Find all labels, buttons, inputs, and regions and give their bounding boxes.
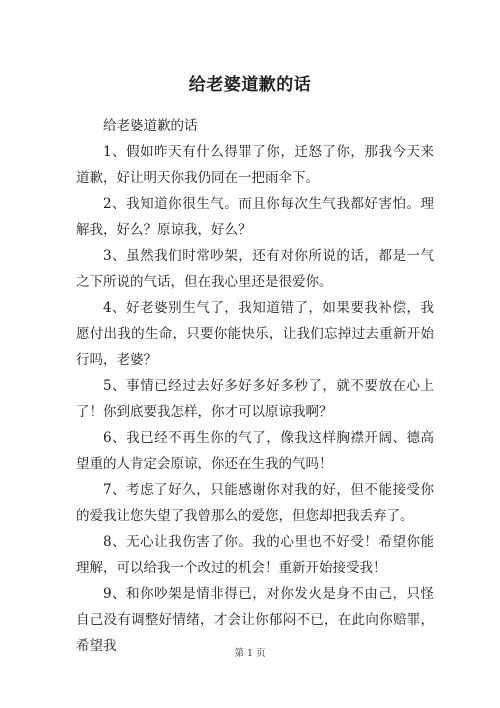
page-number: 第 1 页 [234, 648, 266, 659]
paragraph-3: 3、虽然我们时常吵架，还有对你所说的话，都是一气之下所说的气话，但在我心里还是很爱你。 [76, 248, 434, 290]
paragraph-1: 1、假如昨天有什么得罪了你，迁怒了你，那我今天来道歉，好让明天你我仍同在一把雨伞下。 [76, 144, 434, 186]
paragraph-6: 6、我已经不再生你的气了，像我这样胸襟开阔、德高望重的人肯定会原谅，你还在生我的气吗！ [76, 430, 434, 472]
paragraph-7: 7、考虑了好久，只能感谢你对我的好，但不能接受你的爱我让您失望了我曾那么的爱您，但您却把我丢弃了。 [76, 482, 434, 524]
paragraph-5: 5、事情已经过去好多好多好多秒了，就不要放在心上了！你到底要我怎样，你才可以原谅我啊？ [76, 378, 434, 420]
paragraph-2: 2、我知道你很生气。而且你每次生气我都好害怕。理解我，好么？原谅我，好么？ [76, 196, 434, 238]
document-title: 给老婆道歉的话 [188, 75, 312, 95]
paragraph-4: 4、好老婆别生气了，我知道错了，如果要我补偿，我愿付出我的生命，只要你能快乐，让我们忘掉过去重新开始行吗，老婆？ [76, 300, 434, 368]
paragraph-8: 8、无心让我伤害了你。我的心里也不好受！希望你能理解，可以给我一个改过的机会！重新开始接受我！ [76, 534, 434, 576]
document-body [76, 113, 434, 659]
body-subtitle: 给老婆道歉的话 [103, 118, 198, 134]
paragraph-9: 9、和你吵架是情非得已，对你发火是身不由己，只怪自己没有调整好情绪，才会让你郁闷不已，在此向你赔罪，希望我 [76, 586, 434, 654]
